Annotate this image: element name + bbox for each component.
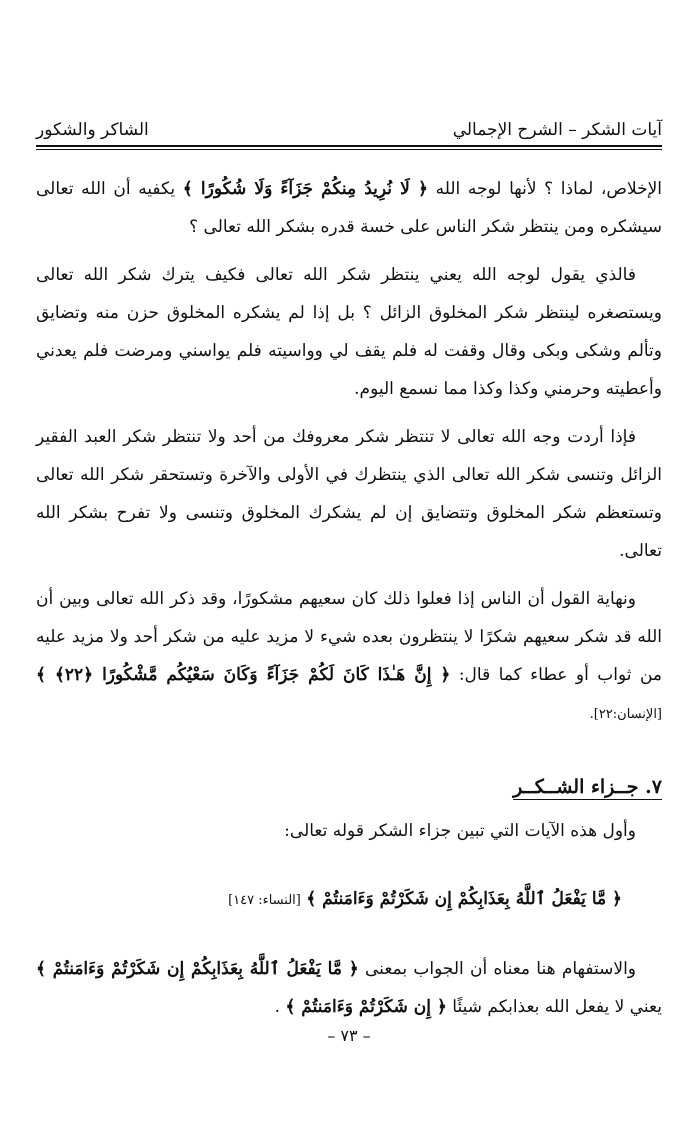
verse-block	[36, 880, 662, 920]
paragraph-6-end: .	[274, 997, 281, 1017]
running-header	[36, 104, 662, 144]
paragraph-1	[36, 170, 662, 246]
header-book-title: الشاكر والشكور	[36, 120, 149, 140]
verse-reference: [النساء: ١٤٧]	[228, 893, 301, 908]
paragraph-4-text: ونهاية القول أن الناس إذا فعلوا ذلك كان سعيهم مشكورًا، وقد ذكر الله تعالى وبين أن الله قد شكر سعيهم شكرًا لا ينتظرون بعده شيء لا مزيد عليه من شكر أحد ولا مزيد عليه من ثواب أو عطاء كما قال:	[36, 589, 662, 685]
page-body	[36, 170, 662, 1036]
paragraph-5: وأول هذه الآيات التي تبين جزاء الشكر قوله تعالى:	[284, 821, 636, 841]
paragraph-4	[36, 580, 662, 734]
quran-quote: ﴿ لَا نُرِيدُ مِنكُمْ جَزَآءً وَلَا شُكُورًا ﴾	[182, 179, 428, 199]
paragraph-1-text-a: الإخلاص، لماذا ؟ لأنها لوجه الله	[435, 179, 663, 199]
paragraph-2: فالذي يقول لوجه الله يعني ينتظر شكر الله تعالى فكيف يترك شكر الله تعالى ويستصغره لينتظر شكر المخلوق الزائل ؟ بل إذا لم يشكره المخلوق حزن منه وتضايق وتألم وشكى وبكى وقال وقفت له فلم يقف لي وواسيته فلم يواسني ومرضت فلم يعدني وأعطيته وحرمني وكذا وكذا مما نسمع اليوم.	[36, 265, 662, 399]
paragraph-6-text-a: والاستفهام هنا معناه أن الجواب بمعنى	[365, 959, 636, 979]
paragraph-6-text-b: يعني لا يفعل الله بعذابكم شيئًا	[452, 997, 662, 1017]
verse-reference: [الإنسان:٢٢].	[589, 707, 662, 722]
quran-quote: ﴿ مَّا يَفْعَلُ ٱللَّهُ بِعَذَابِكُمْ إِن شَكَرْتُمْ وَءَامَنتُمْ ﴾	[306, 889, 622, 909]
paragraph-1-text-b: يكفيه أن الله تعالى سيشكره ومن ينتظر شكر الناس على خسة قدره بشكر الله تعالى ؟	[36, 179, 662, 237]
header-chapter-title: آيات الشكر – الشرح الإجمالي	[452, 120, 662, 140]
paragraph-3: فإذا أردت وجه الله تعالى لا تنتظر شكر معروفك من أحد ولا تنتظر شكر العبد الفقير الزائل وتنسى شكر الله تعالى الذي ينتظرك في الأولى والآخرة وتستحقر شكر الله تعالى وتستعظم شكر المخلوق وتتضايق إن لم يشكرك المخلوق وتنسى ولا تفرح بشكر الله تعالى.	[36, 427, 662, 561]
header-rule-thin	[36, 149, 662, 150]
quran-quote: ﴿ مَّا يَفْعَلُ ٱللَّهُ بِعَذَابِكُمْ إِن شَكَرْتُمْ وَءَامَنتُمْ ﴾	[36, 959, 359, 979]
section-heading: ٧. جــزاء الشــكــر	[513, 776, 662, 798]
quran-quote: ﴿ إِن شَكَرْتُمْ وَءَامَنتُمْ ﴾	[285, 997, 447, 1017]
paragraph-6	[36, 950, 662, 1026]
page-number: – ٧٣ –	[327, 1026, 371, 1045]
header-rule-thick	[36, 145, 662, 147]
quran-quote: ﴿ إِنَّ هَـٰذَا كَانَ لَكُمْ جَزَآءً وَكَانَ سَعْيُكُم مَّشْكُورًا ﴿٢٢﴾ ﴾	[36, 665, 451, 685]
